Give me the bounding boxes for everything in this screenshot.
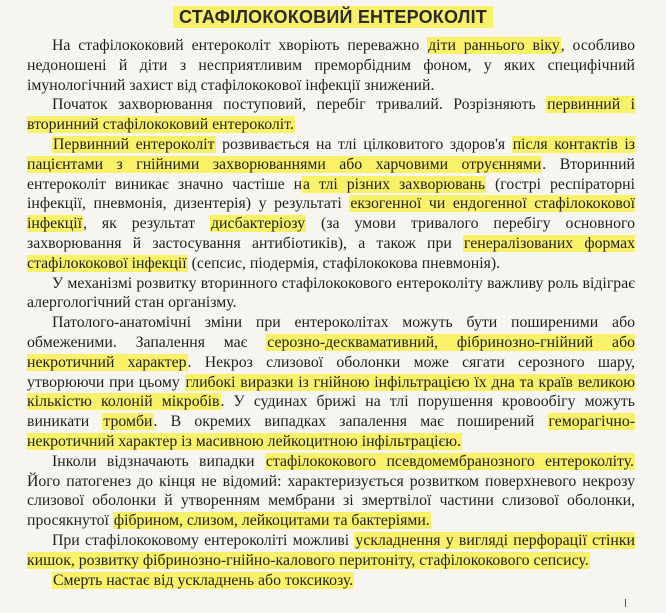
text-run: На стафілококовий ентероколіт хворіють переважно xyxy=(52,37,428,54)
page-edge-mark xyxy=(625,599,626,607)
highlighted-text: геморагічно-некротичний характер із масивною лейкоцитною інфільтрацією. xyxy=(27,413,636,450)
paragraph xyxy=(27,313,635,452)
highlighted-text: Первинний ентероколіт xyxy=(53,135,215,153)
highlighted-text: стафілококового псевдомембранозного ентероколіту. xyxy=(265,452,635,470)
highlighted-text: діти раннього віку xyxy=(428,37,560,54)
highlighted-text: генералізованих формах стафілококової інфекції xyxy=(27,234,635,272)
text-run: . У судинах брижі на тлі порушення кровообігу можуть виникати xyxy=(27,393,635,431)
text-run: розвивається на тлі цілковитого здоров'я xyxy=(215,135,512,153)
highlighted-text: глибокі виразки із гнійною інфільтрацією їх дна та країв великою кількістю колоній мікробів xyxy=(27,373,635,411)
paragraph xyxy=(27,95,635,135)
text-run: Патолого-анатомічні зміни при ентероколітах можуть бути поширеними або обмеженими. Запалення має xyxy=(27,314,635,351)
text-run: (за умови тривалого перебігу основного захворювання й застосування антибіотиків), а також при xyxy=(27,215,635,252)
text-run: При стафілококовому ентероколіті можливі xyxy=(52,531,355,549)
highlighted-text: після контактів із пацієнтами з гнійними захворюваннями або харчовими отруєннями xyxy=(27,135,635,173)
highlighted-text: первинний і вторинний стафілококовий ентероколіт. xyxy=(27,96,636,134)
text-run: . Некроз слизової оболонки може сягати серозного шару, утворюючи при цьому xyxy=(27,353,635,391)
paragraph xyxy=(27,452,635,531)
highlighted-text: ускладнення у вигляді перфорації стінки кишок, розвитку фібринозно-гнійно-калового перитоніту, стафілококового сепсису. xyxy=(27,531,636,569)
paragraph xyxy=(27,531,635,571)
paragraph xyxy=(27,36,635,95)
highlighted-text: екзогенної чи ендогенної стафілококової інфекції xyxy=(27,195,635,233)
text-run: У механізмі розвитку вторинного стафілококового ентероколіту важливу роль відіграє алергологічний стан організму. xyxy=(27,274,635,312)
highlighted-text: фібрином, слизом, лейкоцитами та бактеріями. xyxy=(113,512,430,530)
text-run: Інколи відзначають випадки xyxy=(52,452,265,470)
text-run: , особливо недоношені й діти з несприятливим преморбідним фоном, у яких специфічний імунологічний захист від стафілококової інфекції знижений. xyxy=(27,37,635,94)
text-run: (гострі респіраторні інфекції, пневмонія, дизентерія) у результаті xyxy=(27,175,635,213)
paragraph xyxy=(27,274,635,314)
paragraph xyxy=(27,571,635,591)
text-run: (сепсис, піодермія, стафілококова пневмонія). xyxy=(187,254,501,272)
body-text xyxy=(27,36,635,590)
highlighted-text: а тлі різних захворювань xyxy=(303,175,486,193)
highlighted-text: Смерть настає від ускладнень або токсикозу. xyxy=(53,571,354,589)
text-run: . Вторинний ентероколіт виникає значно частіше н xyxy=(27,155,635,193)
text-run: . В окремих випадках запалення має поширений xyxy=(153,413,548,431)
highlighted-text: дисбактеріозу xyxy=(210,215,306,233)
text-run: Його патогенез до кінця не відомий: характеризується розвитком поверхневого некрозу слизової оболонки й утворенням мембрани зі змертвілої частини слизової оболонки, просякнутої xyxy=(27,472,635,530)
page-title: СТАФІЛОКОКОВИЙ ЕНТЕРОКОЛІТ xyxy=(173,6,493,28)
paragraph xyxy=(27,135,635,274)
title-wrap xyxy=(0,6,666,28)
text-run: , як результат xyxy=(83,215,210,233)
text-run: Початок захворювання поступовий, перебіг тривалий. Розрізняють xyxy=(52,96,547,114)
highlighted-text: серозно-десквамативний, фібринозно-гнійний або некротичний характер xyxy=(27,333,635,371)
highlighted-text: тромби xyxy=(103,413,153,431)
